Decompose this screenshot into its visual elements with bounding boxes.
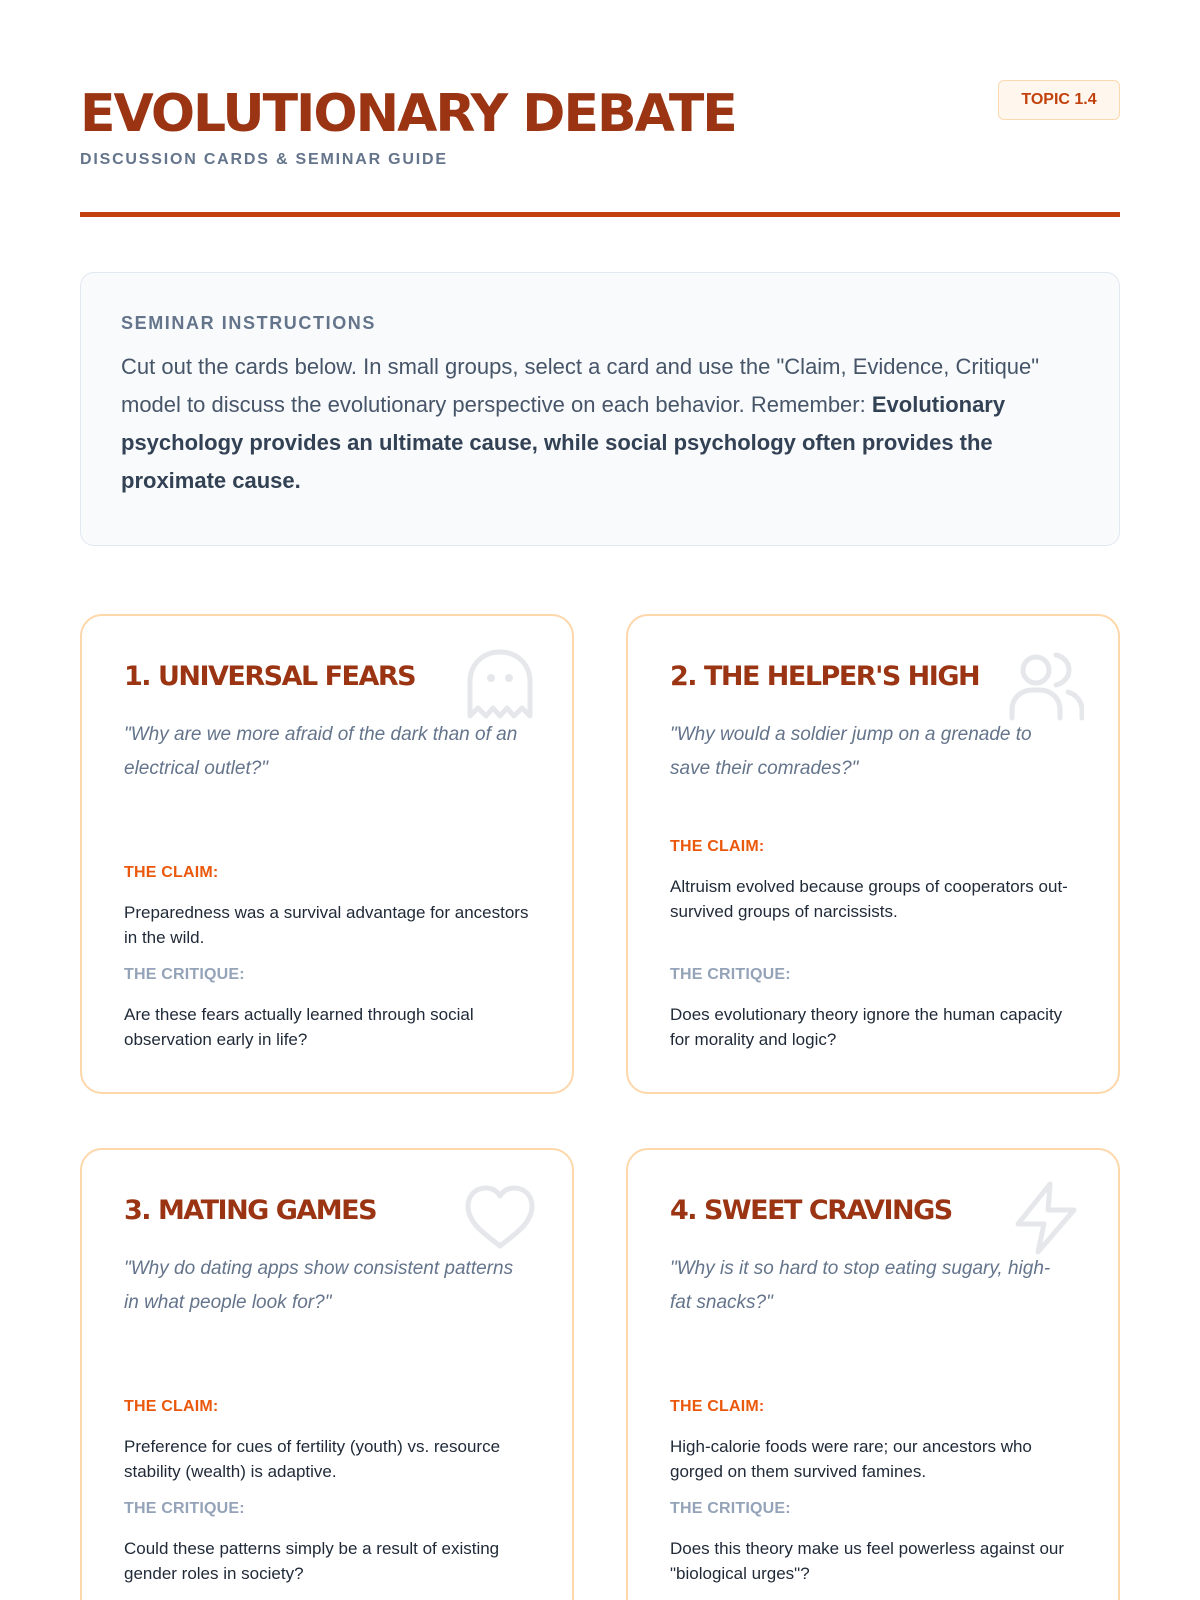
claim-text: High-calorie foods were rare; our ancestors who gorged on them survived famines. bbox=[670, 1437, 1032, 1481]
heart-icon bbox=[462, 1180, 538, 1256]
card-question: "Why would a soldier jump on a grenade to save their comrades?" bbox=[670, 724, 1032, 779]
discussion-card bbox=[80, 614, 574, 1094]
discussion-card bbox=[626, 1148, 1120, 1600]
claim-label: THE CLAIM: bbox=[124, 864, 219, 881]
claim-text: Preparedness was a survival advantage for ancestors in the wild. bbox=[124, 903, 529, 947]
critique-text: Could these patterns simply be a result of existing gender roles in society? bbox=[124, 1539, 500, 1583]
critique-text: Does this theory make us feel powerless against our "biological urges"? bbox=[670, 1539, 1065, 1583]
instructions-emphasis: Evolutionary psychology provides an ultimate cause, while social psychology often provides the proximate cause. bbox=[121, 392, 1006, 493]
page-header bbox=[80, 78, 1120, 222]
page-subtitle: DISCUSSION CARDS & SEMINAR GUIDE bbox=[80, 151, 448, 168]
lightning-icon bbox=[1008, 1180, 1084, 1256]
instructions-body: Cut out the cards below. In small groups, select a card and use the "Claim, Evidence, Critique" model to discuss the evolutionary perspective on each behavior. Remember: bbox=[121, 354, 1040, 417]
claim-text: Altruism evolved because groups of cooperators out-survived groups of narcissists. bbox=[670, 877, 1068, 921]
card-question: "Why are we more afraid of the dark than of an electrical outlet?" bbox=[124, 724, 518, 779]
discussion-card bbox=[80, 1148, 574, 1600]
ghost-icon bbox=[462, 646, 538, 722]
card-question: "Why is it so hard to stop eating sugary, high-fat snacks?" bbox=[670, 1258, 1051, 1313]
claim-text: Preference for cues of fertility (youth) vs. resource stability (wealth) is adaptive. bbox=[124, 1437, 501, 1481]
claim-label: THE CLAIM: bbox=[670, 838, 765, 855]
topic-badge: TOPIC 1.4 bbox=[998, 80, 1120, 120]
critique-label: THE CRITIQUE: bbox=[124, 1500, 245, 1517]
card-title: 4. SWEET CRAVINGS bbox=[670, 1195, 952, 1226]
claim-label: THE CLAIM: bbox=[124, 1398, 219, 1415]
users-icon bbox=[1008, 646, 1084, 722]
card-title: 1. UNIVERSAL FEARS bbox=[124, 661, 416, 692]
card-question: "Why do dating apps show consistent patterns in what people look for?" bbox=[124, 1258, 514, 1313]
critique-text: Does evolutionary theory ignore the human capacity for morality and logic? bbox=[670, 1005, 1063, 1049]
card-title: 2. THE HELPER'S HIGH bbox=[670, 661, 980, 692]
critique-label: THE CRITIQUE: bbox=[670, 1500, 791, 1517]
seminar-instructions-box bbox=[80, 272, 1120, 546]
instructions-text bbox=[121, 348, 1079, 500]
card-title: 3. MATING GAMES bbox=[124, 1195, 377, 1226]
discussion-card bbox=[626, 614, 1120, 1094]
instructions-heading: SEMINAR INSTRUCTIONS bbox=[121, 313, 377, 333]
critique-label: THE CRITIQUE: bbox=[124, 966, 245, 983]
critique-label: THE CRITIQUE: bbox=[670, 966, 791, 983]
claim-label: THE CLAIM: bbox=[670, 1398, 765, 1415]
header-divider bbox=[80, 212, 1120, 217]
page-title: EVOLUTIONARY DEBATE bbox=[80, 84, 736, 144]
critique-text: Are these fears actually learned through social observation early in life? bbox=[124, 1005, 474, 1049]
